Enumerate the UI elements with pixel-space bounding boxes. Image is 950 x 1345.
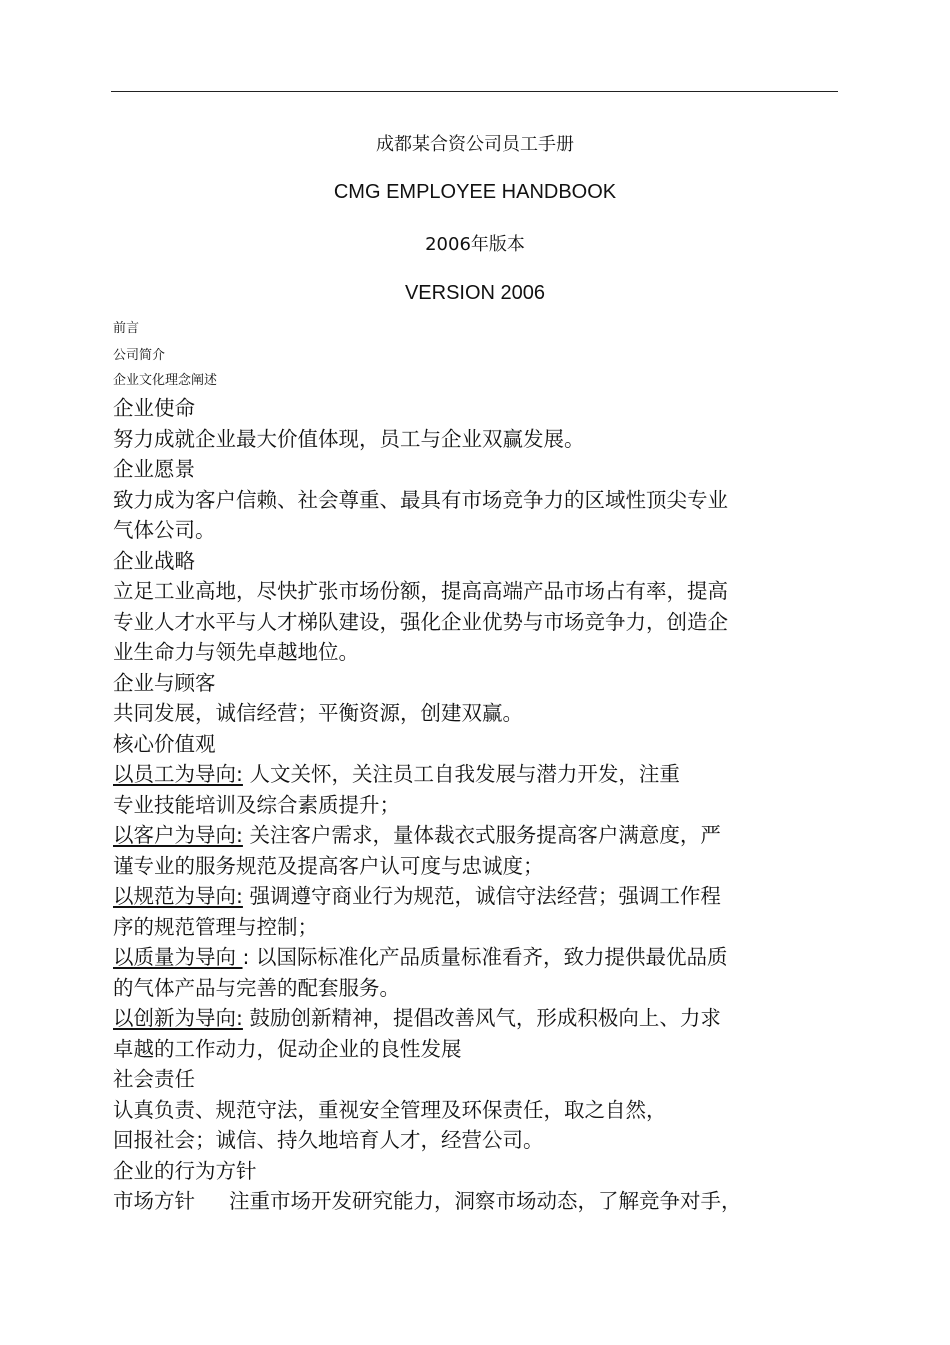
value-quality-text: : 以国际标准化产品质量标准看齐，致力提供最优品质 [242, 945, 728, 969]
vision-heading: 企业愿景 [113, 457, 195, 481]
value-employee-label: 以员工为导向: [113, 762, 243, 786]
market-policy-line [113, 1186, 803, 1217]
vision-text-line: 致力成为客户信赖、社会尊重、最具有市场竞争力的区域性顶尖专业 [113, 487, 728, 512]
value-innovation-text: 鼓励创新精神，提倡改善风气，形成积极向上、力求 [242, 1006, 721, 1030]
strategy-text-line: 业生命力与领先卓越地位。 [113, 640, 359, 664]
title-chinese: 成都某合资公司员工手册 [376, 134, 574, 155]
value-employee-text: 人文关怀，关注员工自我发展与潜力开发，注重 [242, 762, 680, 786]
mission-text: 努力成就企业最大价值体现，员工与企业双赢发展。 [113, 426, 585, 451]
market-policy-text: 注重市场开发研究能力，洞察市场动态，了解竞争对手， [229, 1189, 742, 1213]
social-text-line: 回报社会；诚信、持久地培育人才，经营公司。 [113, 1128, 544, 1152]
toc-preface: 前言 [113, 321, 140, 336]
value-quality-text-cont: 的气体产品与完善的配套服务。 [113, 975, 400, 1000]
toc-culture: 企业文化理念阐述 [113, 373, 218, 388]
value-standard-line [113, 881, 803, 912]
social-heading: 社会责任 [113, 1067, 195, 1091]
value-innovation-line [113, 1003, 803, 1034]
document-body [113, 393, 803, 1217]
value-innovation-text-cont: 卓越的工作动力，促动企业的良性发展 [113, 1036, 462, 1061]
toc-company-intro: 公司简介 [113, 348, 166, 363]
value-customer-label: 以客户为导向: [113, 823, 243, 847]
value-standard-text-cont: 序的规范管理与控制； [113, 914, 318, 939]
value-customer-text: 关注客户需求，量体裁衣式服务提高客户满意度，严 [242, 823, 721, 847]
value-customer-line [113, 820, 803, 851]
value-standard-text: 强调遵守商业行为规范，诚信守法经营；强调工作程 [242, 884, 721, 908]
strategy-heading: 企业战略 [113, 548, 195, 573]
value-standard-label: 以规范为导向: [113, 884, 243, 908]
social-text-line: 认真负责、规范守法，重视安全管理及环保责任，取之自然， [113, 1097, 667, 1122]
value-innovation-label: 以创新为导向: [113, 1006, 243, 1030]
mission-heading: 企业使命 [113, 396, 195, 420]
values-heading: 核心价值观 [113, 731, 216, 756]
value-quality-label: 以质量为导向 [113, 945, 243, 969]
version-chinese: 2006年版本 [425, 234, 525, 255]
value-quality-line [113, 942, 803, 973]
value-customer-text-cont: 谨专业的服务规范及提高客户认可度与忠诚度； [113, 853, 544, 878]
strategy-text-line: 立足工业高地，尽快扩张市场份额，提高高端产品市场占有率，提高 [113, 579, 728, 603]
title-english: CMG EMPLOYEE HANDBOOK [333, 181, 617, 203]
version-english: VERSION 2006 [404, 282, 546, 304]
market-policy-label: 市场方针 [113, 1189, 195, 1213]
value-employee-text-cont: 专业技能培训及综合素质提升； [113, 792, 400, 817]
conduct-heading: 企业的行为方针 [113, 1158, 257, 1183]
strategy-text-line: 专业人才水平与人才梯队建设，强化企业优势与市场竞争力，创造企 [113, 609, 728, 634]
customer-heading: 企业与顾客 [113, 670, 216, 695]
value-employee-line [113, 759, 803, 790]
customer-text: 共同发展，诚信经营；平衡资源，创建双赢。 [113, 701, 523, 725]
vision-text-line: 气体公司。 [113, 518, 216, 542]
top-rule [111, 91, 838, 92]
